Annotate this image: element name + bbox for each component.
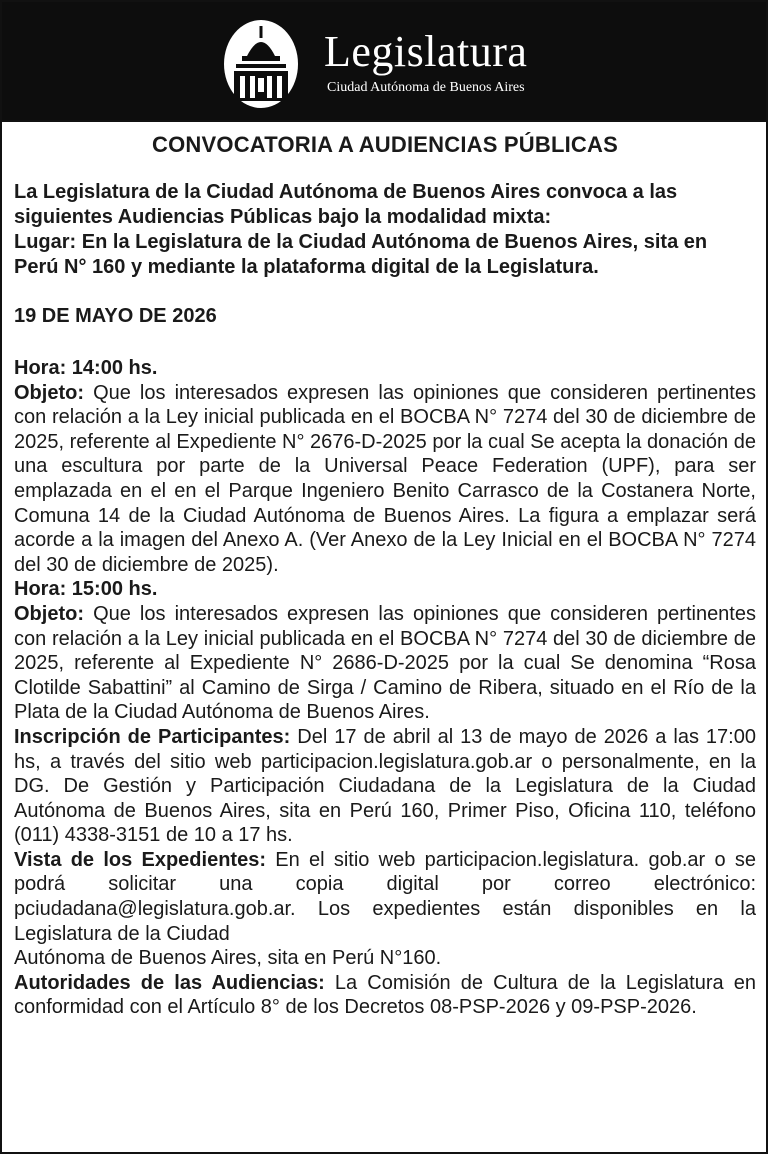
files-label: Vista de los Expedientes: [14, 848, 266, 871]
files-info [14, 848, 756, 946]
hearing-time: Hora: 14:00 hs. [14, 357, 158, 379]
intro-location: Lugar: En la Legislatura de la Ciudad Autónoma de Buenos Aires, sita en Perú N° 160 y mediante la plataforma digital de la Legislatura. [14, 231, 708, 278]
object-label: Objeto: [14, 381, 84, 404]
hearing-time: Hora: 15:00 hs. [14, 578, 158, 601]
intro-convocation: La Legislatura de la Ciudad Autónoma de Buenos Aires convoca a las siguientes Audiencias Públicas bajo la modalidad mixta: [14, 181, 678, 228]
header-banner [2, 2, 766, 122]
object-text: Que los interesados expresen las opiniones que consideren pertinentes con relación a la Ley inicial publicada en el BOCBA N° 7274 del 30 de diciembre de 2025, referente al Expediente N° 2676-D-2025 por la cual Se acepta la donación de una escultura por parte de la Universal Peace Federation (UPF), para ser emplazada en el en el Parque Ingeniero Benito Carrasco de la Costanera Norte, Comuna 14 de la Ciudad Autónoma de Buenos Aires. La figura a emplazar será acorde a la imagen del Anexo A. (Ver Anexo de la Ley Inicial en el BOCBA N° 7274 del 30 de diciembre de 2025). [14, 381, 756, 576]
notice-body [14, 124, 756, 1020]
registration-info [14, 725, 756, 848]
brand-name: Legislatura [324, 27, 528, 76]
registration-label: Inscripción de Participantes: [14, 725, 291, 748]
object-text: Que los interesados expresen las opiniones que consideren pertinentes con relación a la Ley inicial publicada en el BOCBA N° 7274 del 30 de diciembre de 2025, referente al Expediente N° 2686-D-2025 por la cual Se denomina “Rosa Clotilde Sabattini” al Camino de Sirga / Camino de Ribera, situado en el Río de la Plata de la Ciudad Autónoma de Buenos Aires. [14, 602, 756, 724]
hearing-object [14, 381, 756, 578]
brand-subtitle: Ciudad Autónoma de Buenos Aires [327, 80, 525, 95]
hearing-object [14, 602, 756, 725]
authorities-text: La Comisión de Cultura de la Legislatura en conformidad con el Artículo 8° de los Decretos 08-PSP-2026 y 09-PSP-2026. [14, 971, 757, 1019]
authorities-label: Autoridades de las Audiencias: [14, 971, 325, 994]
legislature-dome-logo-icon [222, 16, 300, 108]
hearing-date: 19 DE MAYO DE 2026 [14, 305, 217, 327]
files-text: En el sitio web participacion.legislatura. gob.ar o se podrá solicitar una copia digital por correo electrónico: pciudadana@legislatura.gob.ar. Los expedientes están disponibles en la Legislatura de la Ciudad [14, 848, 756, 945]
object-label: Objeto: [14, 602, 84, 625]
registration-text: Del 17 de abril al 13 de mayo de 2026 a las 17:00 hs, a través del sitio web participacion.legislatura.gob.ar o personalmente, en la DG. De Gestión y Participación Ciudadana de la Legislatura de la Ciudad Autónoma de Buenos Aires, sita en Perú 160, Primer Piso, Oficina 110, teléfono (011) 4338-3151 de 10 a 17 hs. [14, 725, 756, 847]
authorities-info [14, 971, 756, 1020]
files-info-continued: Autónoma de Buenos Aires, sita en Perú N°160. [14, 947, 442, 970]
notice-title: CONVOCATORIA A AUDIENCIAS PÚBLICAS [152, 132, 618, 157]
